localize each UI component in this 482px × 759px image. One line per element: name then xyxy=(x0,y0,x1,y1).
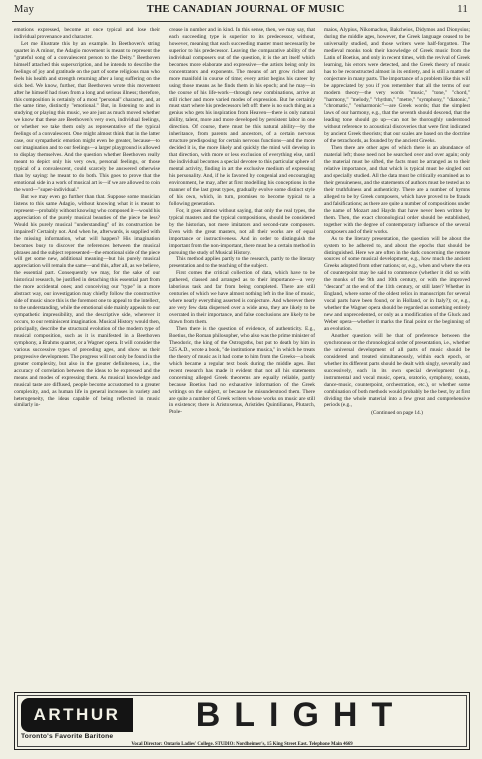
article-paragraph: Then there are other ages of which there is an abundance of material left; those need not be searched over and over again; only the material must be sifted, the facts must be arranged as to their relative importance, and that which is typical must be singled out and specially studied. All the data must be critically examined as to their genuineness, and the statements of authors must be tested as to their truthfulness and authenticity. There are a number of hymns alleged to be by Greek composers, which have proved to be frauds and falsifications; as there are quite a number of compositions under the name of Mozart and Haydn that have never been written by them. Then, the exact chronological order should be established, together with the degree of contemporary influence of the several composers and of their works. xyxy=(324,145,470,235)
ad-last-name: BLIGHT xyxy=(195,696,407,734)
running-header xyxy=(14,4,468,20)
article-columns xyxy=(14,27,470,685)
header-month: May xyxy=(14,4,35,15)
text-column-2 xyxy=(169,27,315,685)
header-page-number: 11 xyxy=(457,4,468,15)
header-rule xyxy=(12,21,470,22)
article-paragraph: crease in number and in kind. In this sense, then, we may say, that each succeeding type is superior to its predecessor, without, however, meaning that each succeeding master must necessarily be superior to his predecessor. Leaving the comparative ability of the individual composers out of the question, it is the art itself which becomes more elaborate and expressive—the artists being only its concentrators and exponents. The means of art grow richer and more manifold in course of time; every artist begins his career by using those means as he finds them in his epoch; and he may—in the course of his life-work—through new combinations, arrive at still richer and more varied modes of expression. But he certainly must start where his predecessors left off: there is no such thing as a genius who gets his inspiration from Heaven—there is only natural ability, talent, more and more developed by persistent labor in one direction. Of course, there must be this natural ability—by the inheritance, from parents and ancestors, of a certain nervous structure predisposing for certain nervous functions—and the more decided it is, the more likely and quickly the mind will develop in that direction, with more or less exclusion of everything else, until the individual becomes a special devotee to this particular sphere of mental activity, finding in art the exclusive medium of expressing his personality. And, if he is favored by congenial and encouraging environment, he may, after at first modelling his conceptions in the manner of the last great types, gradually evolve some distinct style of his own, which, in turn, promises to become typical to a following generation. xyxy=(169,27,315,207)
ad-footer: Vocal Director: Ontario Ladies' College. STUDIO: Nordheimer's, 15 King Street East. Telephone Main 4669 xyxy=(131,742,353,747)
advertisement-box xyxy=(14,692,470,750)
article-paragraph: maios, Alypius, Nikomachus, Bakcheios, Didymos and Dionysius; during the middle ages, however, the Greek language ceased to be universally studied, and those writers were half-forgotten. The medieval monks took their knowledge of Greek music from the Latin of Boetius, and only in recent times, with the revival of Greek learning, his errors were detected, and the Greek theory of music has to be reconstructed almost in its entirety, and is still a matter of conjecture in many parts. The importance of a problem like this will be appreciated by you if you remember that all the terms of our modern theory—the very words "music," "tone," "chord," "harmony," "melody," "rhythm," "metre," "symphony," "diatonic," "chromatic," "enharmonic"—are Greek words; that the simplest laws of our harmony, e.g., that the seventh should descend, that the leading tone should go up—can not be thoroughly understood without reference to acoustical discoveries that were first indicated by ancient Greek theorists; that our scales are based on the doctrine of the tetrachords, as founded by the ancient Greeks. xyxy=(324,27,470,145)
article-paragraph: (Continued on page 14.) xyxy=(371,410,423,417)
text-column-3 xyxy=(324,27,470,685)
article-paragraph: Then there is the question of evidence, of authenticity. E.g., Boetius, the Roman philosopher, who also was the prime minister of Theodoric, the king of the Ostrogoths, but put to death by him in 525 A.D., wrote a book, "de institutione musica," in which he treats the theory of music as it had come to him from the Greeks—a book which became a regular text book during the middle ages. But recent research has made it evident that not all his statements concerning alleged Greek theorems are equally reliable, partly because Boetius had no exhaustive information of the Greek writings on the subject, or because he misunderstood them. There are quite a number of Greek writers whose works on music are still in existence; there is Aristoxenus, Aristides Quintilianus, Plutarch, Ptole- xyxy=(169,325,315,416)
header-title: THE CANADIAN JOURNAL OF MUSIC xyxy=(146,4,345,15)
article-paragraph: Another question will be that of preference between the synchronous or the chronological order of presentation, i.e., whether the universal development of all parts of music should be considered and treated simultaneously, within each epoch, or whether its different parts should be dealt with singly, severally and successively, each in its own special development (e.g., instrumental and vocal music, opera, oratorio, symphony, sonata, dance-music, counterpoint, orchestration, etc.), or whether some combination of both methods would probably be the best, by at first dividing the whole material into a few great and comprehensive periods (e.g., xyxy=(324,332,470,409)
article-paragraph: As to the literary presentation, the question will be about the system to be adhered to, and about the epochs that should be distinguished. Here we are often in the dark concerning the remote sources of some musical development, e.g., how much the ancient Greeks adopted from other nations; or, e.g., when and where the era of counterpoint may be said to commence (whether it did so with the monks of the 9th and 10th century, or with the improved "descant" at the end of the 11th century, or still later? Whether in England, where some of the oldest relics in manuscripts for several vocal parts have been found, or in Holland, or in Italy?); or, e.g., whether the Wagner opera should be regarded as something entirely new and unprecedented, or only as a modification of the Gluck and Weber opera—whether it marks the final point or the beginning of an evolution. xyxy=(324,235,470,332)
article-paragraph: First comes the critical collection of data, which have to be gathered, classed and arranged as to their importance—a very laborious task and far from being completed. There are still centuries of which we have almost nothing left in the line of music, where nearly everything asserted is conjecture. And wherever there are very few data dispersed over a wide area, they are likely to be overrated in their importance, and false conclusions are likely to be drawn from them. xyxy=(169,270,315,326)
article-paragraph: Let me illustrate this by an example. In Beethoven's string quartet in A minor, the Adagio movement is meant to represent the "grateful song of a convalescent person to the Deity." Beethoven himself attached this superscription, and he intends to describe the feelings of joy and gratitude on the part of some religious man who feels his health and strength returning after a long suffering on the sick bed. We know, further, that Beethoven wrote this movement after he himself had risen from a long and serious illness; therefore, this composition is certainly of a most "personal" character, and, at the same time, distinctly "emotional." But, in listening to and in studying or playing this music, we are just as much moved whether we know that these are Beethoven's very own, individual feelings, or whether we take them only as representative of the typical feelings of a convalescent. One might almost think that in the latter case, our sympathetic emotion might even be greater, because—to our imagination and to our feelings—a larger playground is allowed to display themselves. And the question whether Beethoven really meant to depict only his very own, personal feelings, or those typical of a convalescent, could scarcely be answered otherwise than by saying: he meant to do both. This goes to prove that the emotional side in a work of musical art is—if we are allowed to coin the word—"super-individual." xyxy=(14,40,160,193)
ad-last-name-panel xyxy=(139,696,463,734)
text-column-1 xyxy=(14,27,160,685)
ad-subtitle: Toronto's Favorite Baritone xyxy=(21,733,114,740)
article-paragraph: This method applies partly to the research, partly to the literary presentation and to the teaching of the subject. xyxy=(169,256,315,270)
ad-first-name-panel xyxy=(21,698,133,732)
ad-first-name: ARTHUR xyxy=(33,705,121,724)
article-paragraph: emotions expressed, become at once typical and lose their individual provenance and character. xyxy=(14,27,160,40)
article-paragraph: For, it goes almost without saying, that only the real types, the typical masters and the typical compositions, should be considered by the historian, not mere imitators and second-rate composers. Even with the great masters, not all their works are of equal importance or instructiveness. And in order to distinguish the important from the non-important, there must be a certain method in pursuing the study of Musical History. xyxy=(169,207,315,256)
article-paragraph: But we may even go further than that. Suppose some musician listens to this same Adagio, without knowing what it is meant to represent—probably without knowing who composed it—would his appreciation of the purely musical beauties of the piece be less? Would his purely musical "understanding" of its construction be impaired? Certainly not. And when he, afterwards, is supplied with the missing information, what will happen? His imagination becomes busy to discover the references between the musical phrases and the subject represented—the emotional side of the piece will get some new, additional meaning—but his purely musical appreciation will remain the same—and this, after all, as we believe, the essential part. Consequently we may, for the sake of our historical research, be justified in detaching this essential part from the more accidental ones; and conceiving our "type" in a more abstract way, our investigation may chiefly follow the constructive side of music since this is the foremost one to appeal to the intellect, to the understanding, while the emotional side mainly appeals to our sympathetic impressibility, and the descriptive side, wherever it occurs, to our reminiscent imagination. Musical History would then, principally, describe the structural evolution of the modern type of musical composition, such as it is manifested in a Beethoven symphony, a Brahms quartet, or a Wagner opera. It will consider the various successive types of preceding ages, and show us their progressive development. The progress will not only be found in the greater complexity, but also in the greater definiteness, i.e., the accuracy of correlation between the ideas to be expressed and the means and modes of expressing them. As musical knowledge and musical taste are diffused, people become accustomed to a greater complexity, and, as human life in general increases in variety and heterogeneity, the ideas capable of being reflected in music similarly in- xyxy=(14,193,160,409)
